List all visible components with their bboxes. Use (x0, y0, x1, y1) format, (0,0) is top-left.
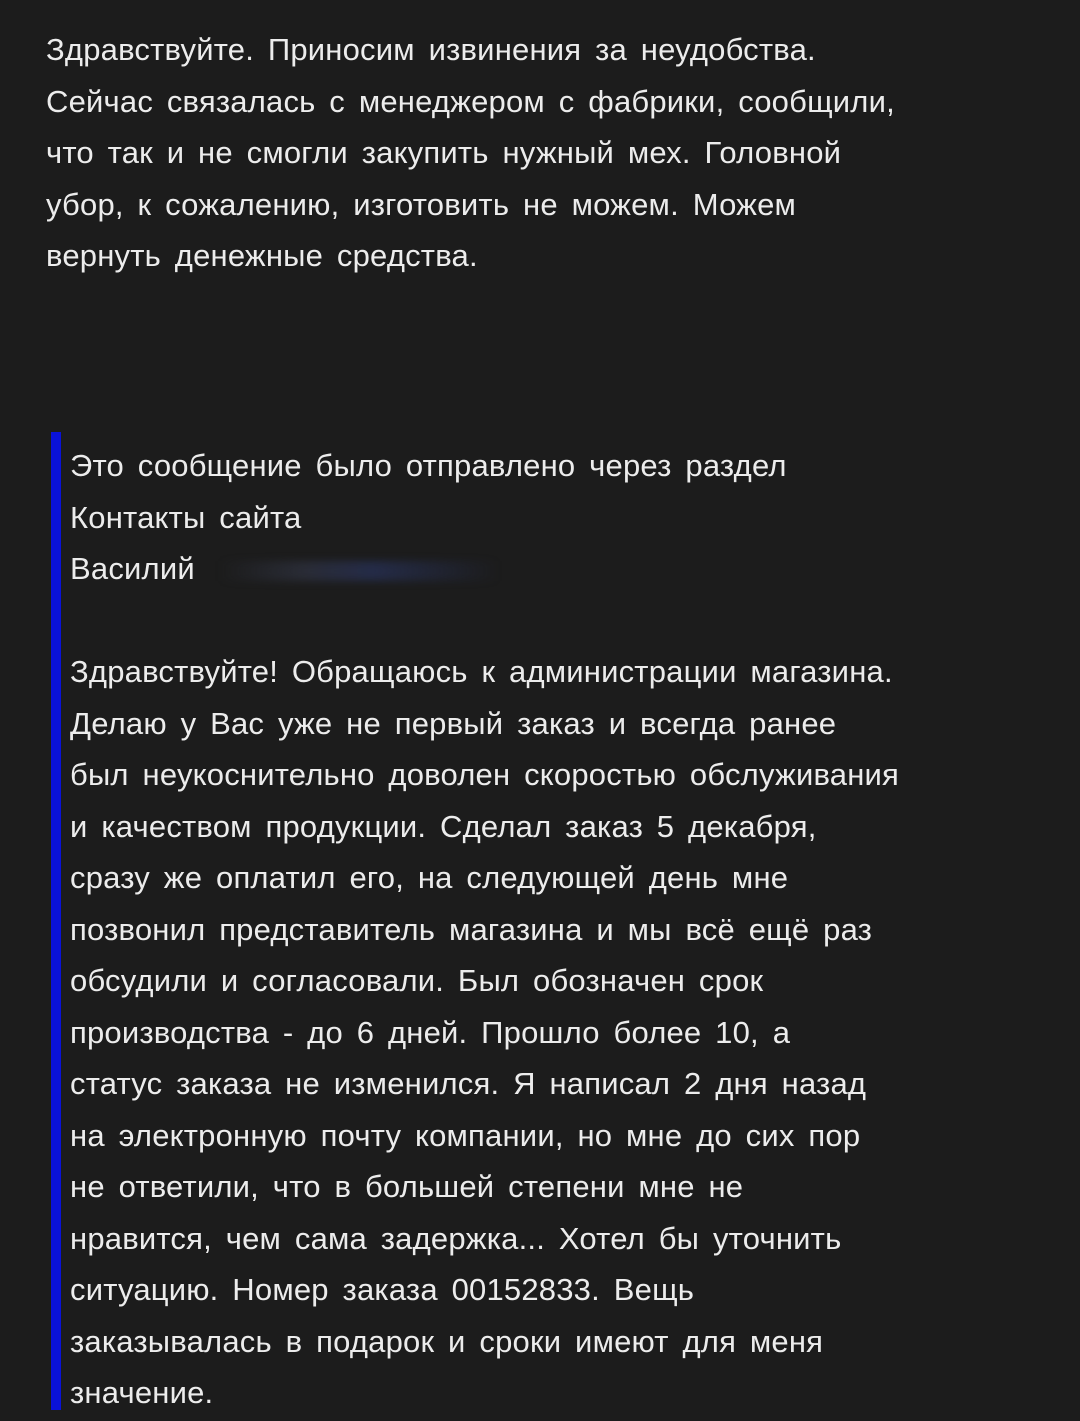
quote-body-line: на электронную почту компании, но мне до сих пор (70, 1117, 861, 1153)
quote-body-line: обсудили и согласовали. Был обозначен срок (70, 963, 764, 998)
quote-header-line: Это сообщение было отправлено через раздел (70, 448, 787, 483)
quote-body-line: Здравствуйте! Обращаюсь к администрации магазина. (70, 654, 893, 689)
reply-line: что так и не смогли закупить нужный мех. Головной (46, 135, 842, 170)
quote-body-line: производства - до 6 дней. Прошло более 10, а (70, 1014, 791, 1050)
quote-bar (51, 432, 61, 1410)
quote-body-line: нравится, чем сама задержка... Хотел бы уточнить (70, 1220, 842, 1256)
reply-line: Здравствуйте. Приносим извинения за неудобства. (46, 32, 816, 67)
sender-line (70, 543, 1030, 595)
quote-body-line: не ответили, что в большей степени мне не (70, 1169, 744, 1204)
redacted-contact (219, 561, 499, 581)
reply-message (46, 24, 1036, 282)
quote-body-line: Делаю у Вас уже не первый заказ и всегда ранее (70, 705, 837, 741)
quoted-message-body (70, 440, 1030, 1419)
sender-name: Василий (70, 551, 195, 586)
quote-body-line: позвонил представитель магазина и мы всё ещё раз (70, 911, 873, 947)
quote-body-line: сразу же оплатил его, на следующей день мне (70, 860, 789, 895)
reply-line: убор, к сожалению, изготовить не можем. Можем (46, 186, 797, 222)
spacer (70, 595, 1030, 647)
quoted-message (51, 432, 1031, 1410)
reply-line: вернуть денежные средства. (46, 238, 478, 273)
quote-body-line: ситуацию. Номер заказа 00152833. Вещь (70, 1272, 695, 1307)
quote-body-line: заказывалась в подарок и сроки имеют для меня (70, 1323, 824, 1359)
quote-body-line: был неукоснительно доволен скоростью обслуживания (70, 757, 900, 792)
quote-body-line: значение. (70, 1375, 214, 1410)
reply-line: Сейчас связалась с менеджером с фабрики, сообщили, (46, 83, 895, 119)
quote-header-line: Контакты сайта (70, 499, 302, 535)
quote-body-line: и качеством продукции. Сделал заказ 5 декабря, (70, 808, 817, 844)
quote-body-line: статус заказа не изменился. Я написал 2 дня назад (70, 1066, 867, 1101)
